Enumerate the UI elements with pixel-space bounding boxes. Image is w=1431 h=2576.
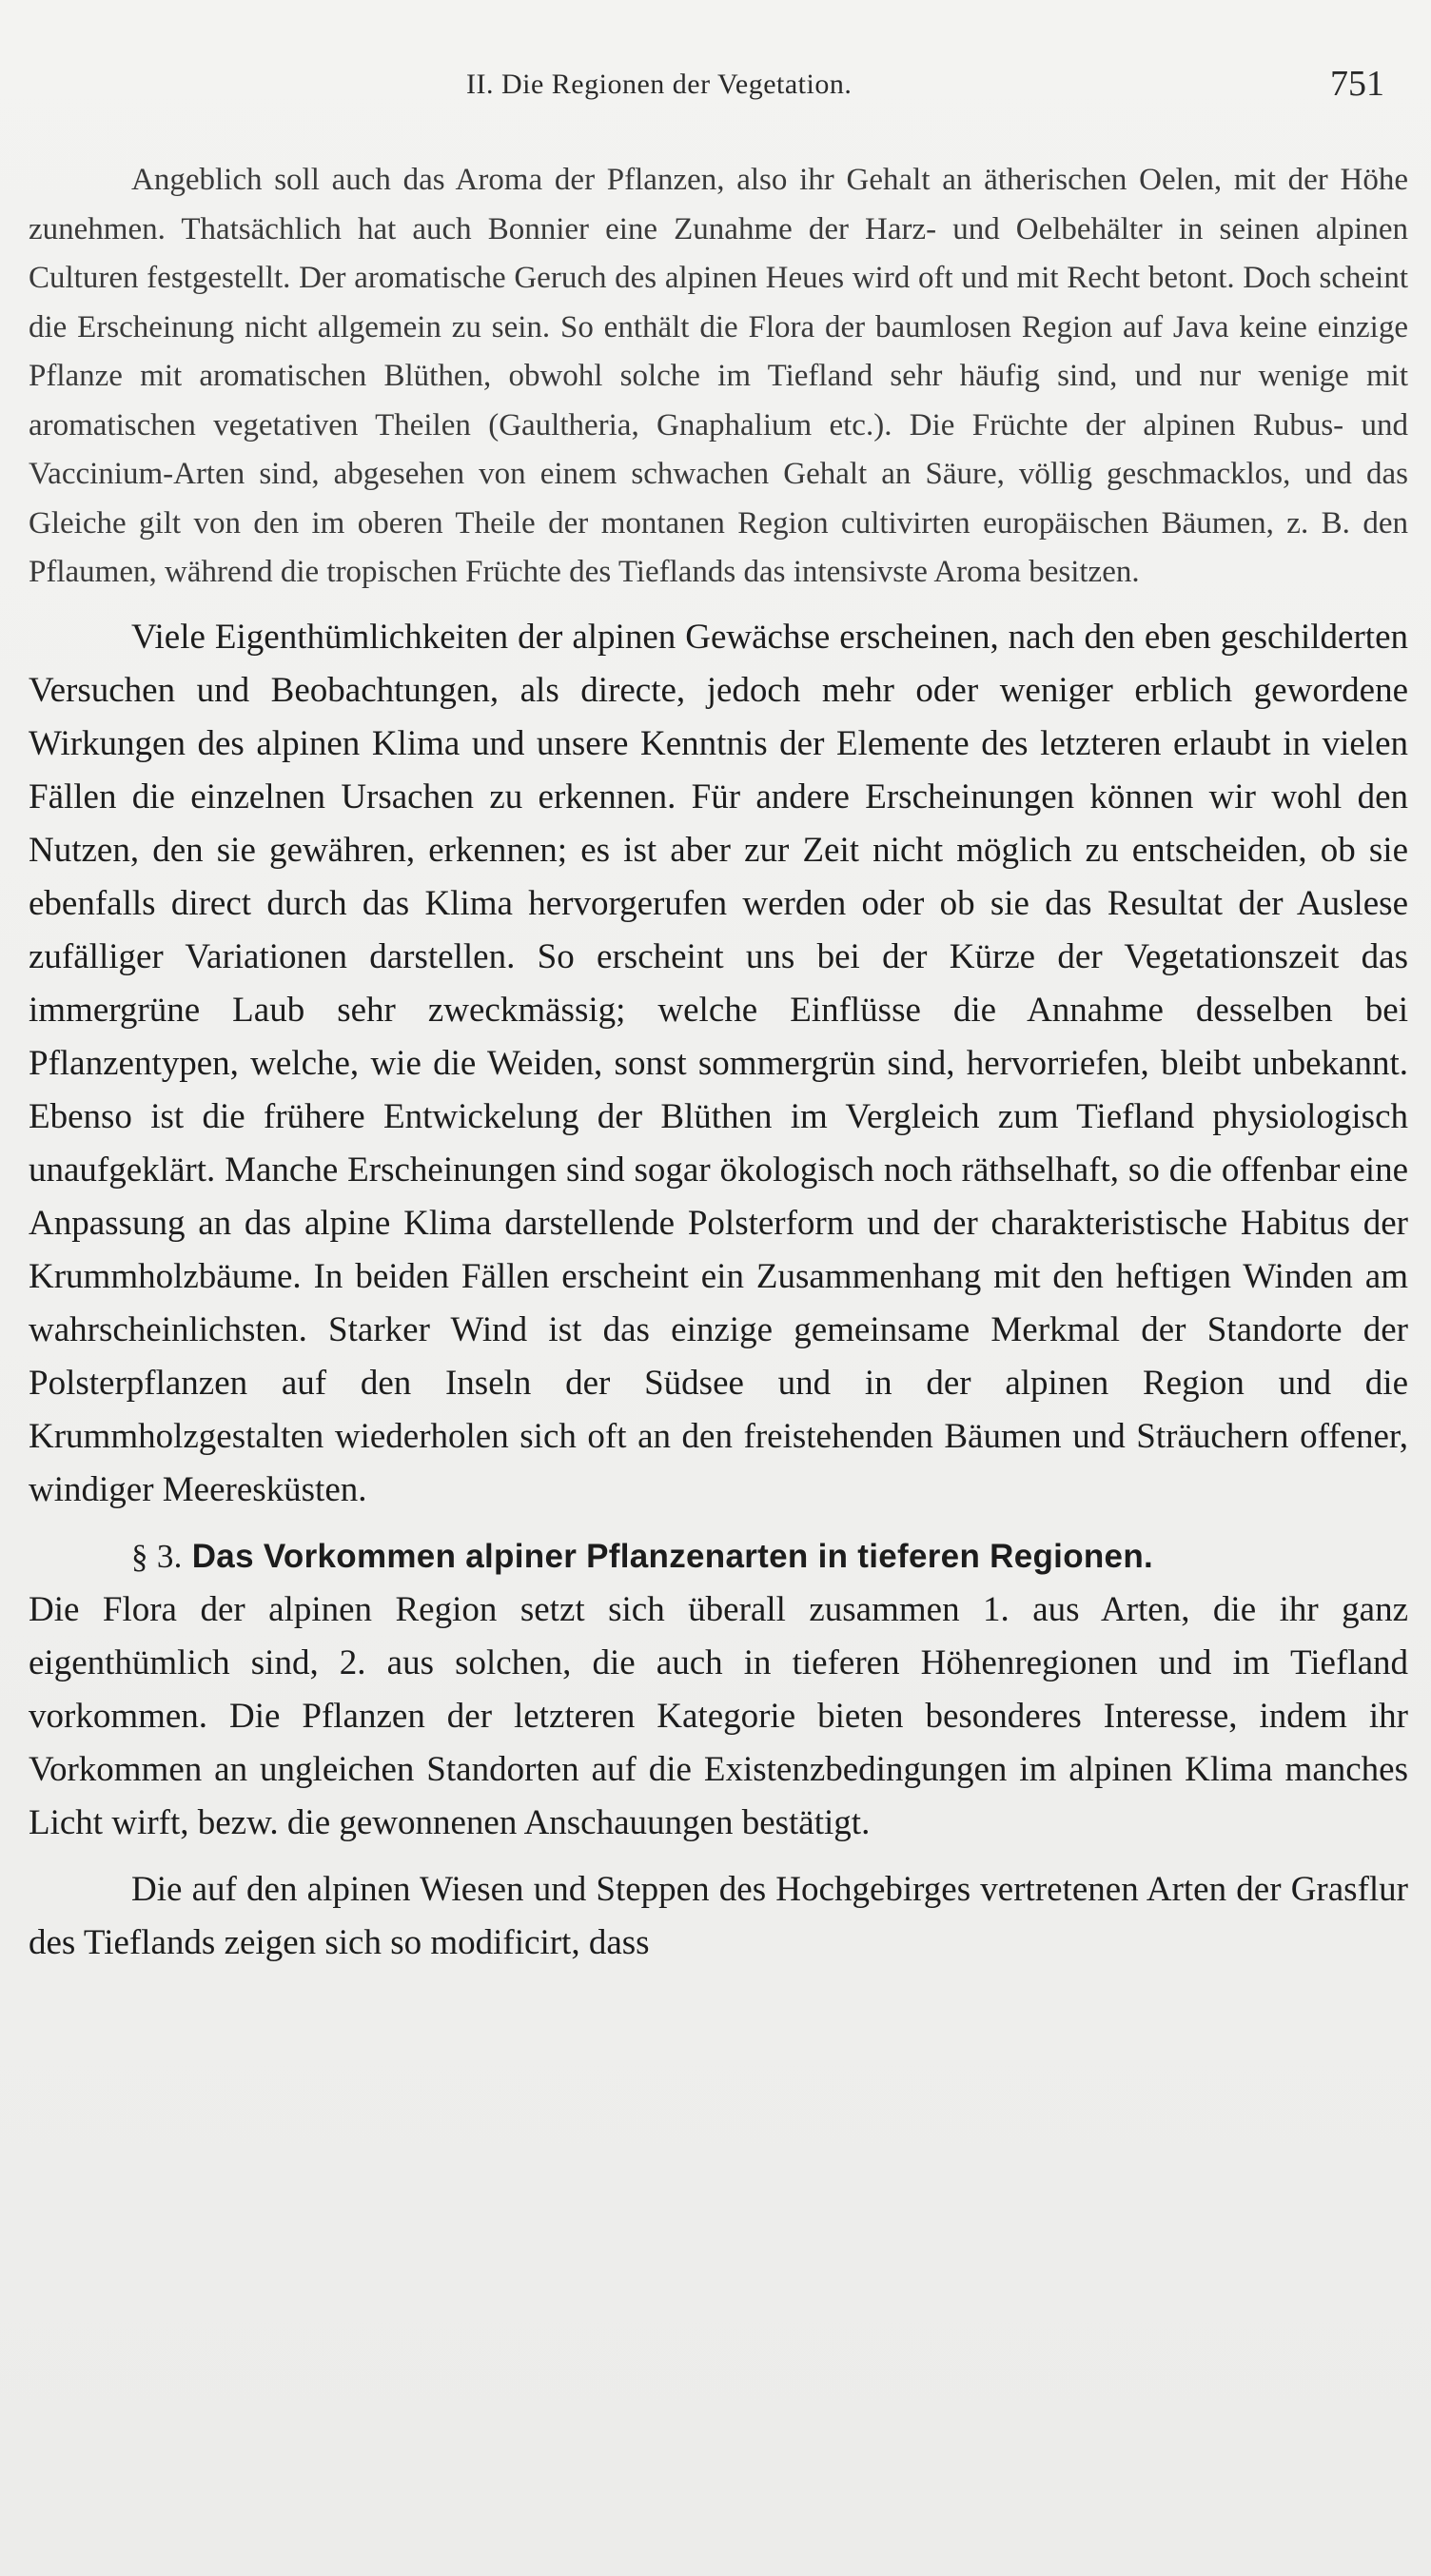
paragraph-flora-composition: Die Flora der alpinen Region setzt sich überall zusammen 1. aus Arten, die ihr ganz eigenthümlich sind, 2. aus solchen, die auch in tieferen Höhenregionen und im Tiefland vorkommen. Die Pflanzen der letzteren Kategorie bieten besonderes Interesse, indem ihr Vorkommen an ungleichen Standorten auf die Existenzbedingungen im alpinen Klima manches Licht wirft, bezw. die gewonnenen Anschauungen bestätigt. [29, 1589, 1408, 1842]
section-3-paragraph [29, 1530, 1408, 1583]
section-title: Das Vorkommen alpiner Pflanzenarten in tieferen Regionen. [191, 1537, 1154, 1575]
section-mark: § 3. [131, 1537, 183, 1575]
running-head: II. Die Regionen der Vegetation. [466, 69, 853, 100]
body-text [29, 156, 1408, 1970]
page-number: 751 [1330, 64, 1384, 104]
page-header [0, 64, 1431, 116]
paragraph-aroma: Angeblich soll auch das Aroma der Pflanzen, also ihr Gehalt an ätherischen Oelen, mit der Höhe zunehmen. Thatsächlich hat auch Bonnier eine Zunahme der Harz- und Oelbehälter in seinen alpinen Culturen festgestellt. Der aromatische Geruch des alpinen Heues wird oft und mit Recht betont. Doch scheint die Erscheinung nicht allgemein zu sein. So enthält die Flora der baumlosen Region auf Java keine einzige Pflanze mit aromatischen Blüthen, obwohl solche im Tiefland sehr häufig sind, und nur wenige mit aromatischen vegetativen Theilen (Gaultheria, Gnaphalium etc.). Die Früchte der alpinen Rubus- und Vaccinium-Arten sind, abgesehen von einem schwachen Gehalt an Säure, völlig geschmacklos, und das Gleiche gilt von den im oberen Theile der montanen Region cultivirten europäischen Bäumen, z. B. den Pflaumen, während die tropischen Früchte des Tieflands das intensivste Aroma besitzen. [29, 163, 1408, 589]
paragraph-meadows: Die auf den alpinen Wiesen und Steppen des Hochgebirges vertretenen Arten der Grasflur des Tieflands zeigen sich so modificirt, dass [29, 1869, 1408, 1962]
paragraph-peculiarities: Viele Eigenthümlichkeiten der alpinen Gewächse erscheinen, nach den eben geschilderten Versuchen und Beobachtungen, als directe, jedoch mehr oder weniger erblich gewordene Wirkungen des alpinen Klima und unsere Kenntnis der Elemente des letzteren erlaubt in vielen Fällen die einzelnen Ursachen zu erkennen. Für andere Erscheinungen können wir wohl den Nutzen, den sie gewähren, erkennen; es ist aber zur Zeit nicht möglich zu entscheiden, ob sie ebenfalls direct durch das Klima hervorgerufen werden oder ob sie das Resultat der Auslese zufälliger Variationen darstellen. So erscheint uns bei der Kürze der Vegetationszeit das immergrüne Laub sehr zweckmässig; welche Einflüsse die Annahme desselben bei Pflanzentypen, welche, wie die Weiden, sonst sommergrün sind, hervorriefen, bleibt unbekannt. Ebenso ist die frühere Entwickelung der Blüthen im Vergleich zum Tiefland physiologisch unaufgeklärt. Manche Erscheinungen sind sogar ökologisch noch räthselhaft, so die offenbar eine Anpassung an das alpine Klima darstellende Polsterform und der charakteristische Habitus der Krummholzbäume. In beiden Fällen erscheint ein Zusammenhang mit den heftigen Winden am wahrscheinlichsten. Starker Wind ist das einzige gemeinsame Merkmal der Standorte der Polsterpflanzen auf den Inseln der Südsee und in der alpinen Region und die Krummholzgestalten wiederholen sich oft an den freistehenden Bäumen und Sträuchern offener, windiger Meeresküsten. [29, 617, 1408, 1509]
section-heading [131, 1538, 1153, 1575]
